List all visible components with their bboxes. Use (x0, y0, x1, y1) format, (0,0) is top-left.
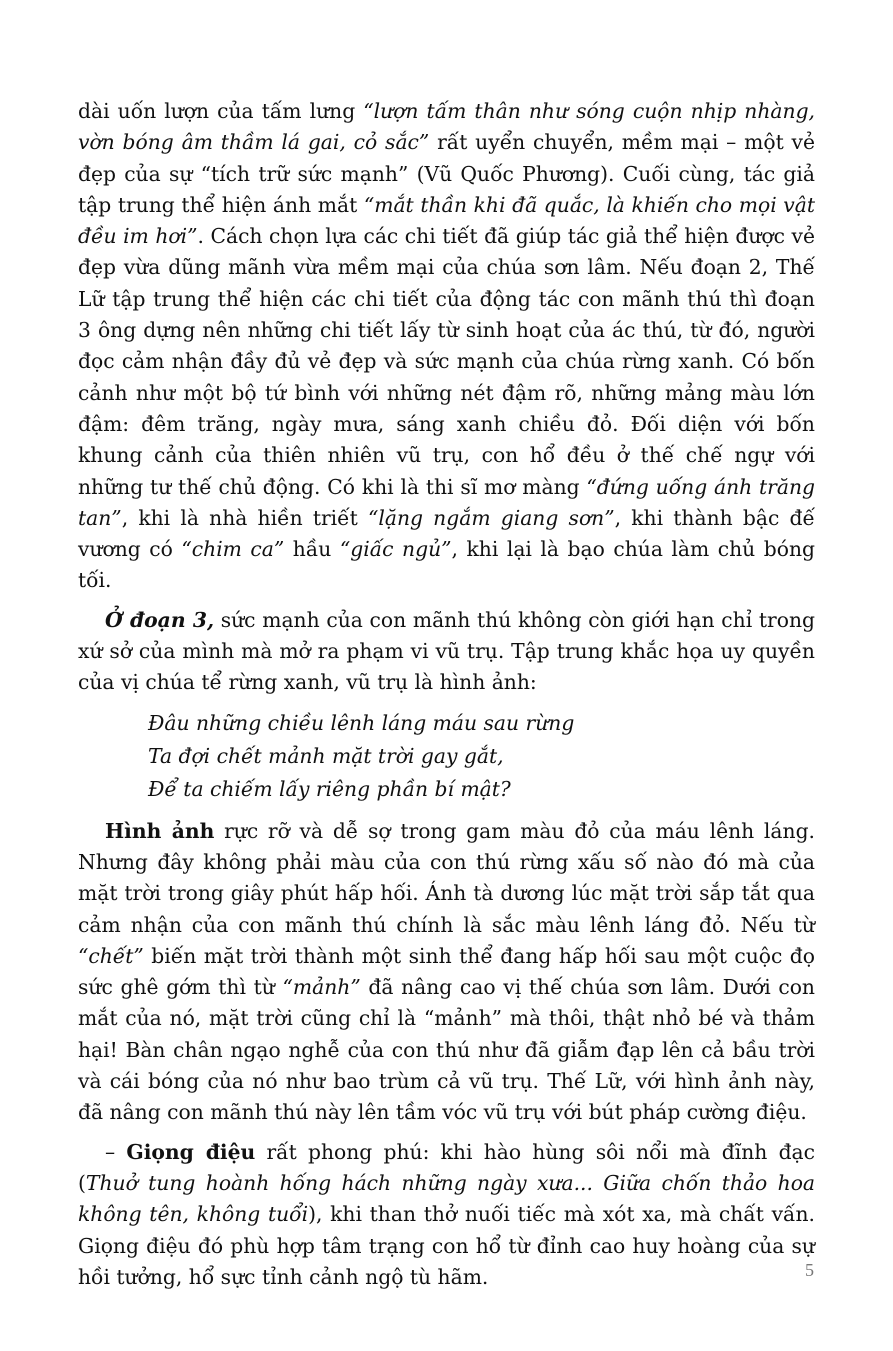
poem-line: Để ta chiếm lấy riêng phần bí mật? (148, 776, 511, 801)
paragraph-4-text: rất phong phú: khi hào hùng sôi nổi mà đĩnh đạc ( (78, 1139, 815, 1195)
paragraph-1-text: dài uốn lượn của tấm lưng (78, 99, 364, 123)
paragraph-2 (78, 605, 815, 699)
quote-mat-than: “mắt thần khi đã quắc, là khiến cho mọi vật đều im hơi” (78, 192, 815, 249)
paragraph-4-dash: – (105, 1139, 127, 1164)
quote-dung-uong-anh-trang: “đứng uống ánh trăng tan” (78, 474, 815, 530)
paragraph-3-lead: Hình ảnh (105, 818, 215, 843)
paragraph-1-text: . Cách chọn lựa các chi tiết đã giúp tác giả thể hiện được vẻ đẹp vừa dũng mãnh vừa mềm mại của chúa sơn lâm. Nếu đoạn 2, Thế Lữ tập trung thể hiện các chi tiết của động tác con mãnh thú thì đoạn 3 ông dựng nên những chi tiết lấy từ sinh hoạt của ác thú, từ đó, người đọc cảm nhận đầy đủ vẻ đẹp và sức mạnh của chúa rừng xanh. Có bốn cảnh như một bộ tứ bình với những nét đậm rõ, những mảng màu lớn đậm: đêm trăng, ngày mưa, sáng xanh chiều đỏ. Đối diện với bốn khung cảnh của thiên nhiên vũ trụ, con hổ đều ở thế chế ngự với những tư thế chủ động. Có khi là thi sĩ mơ màng (78, 224, 816, 499)
quote-chet: “chết” (78, 943, 144, 968)
paragraph-1-text: rất uyển chuyển, mềm mại – một vẻ đẹp của sự “tích trữ sức mạnh” (Vũ Quốc Phương). Cuối cùng, tác giả tập trung thể hiện ánh mắt (78, 130, 816, 217)
paragraph-4-lead: Giọng điệu (126, 1139, 256, 1164)
paragraph-4-text: ), khi than thở nuối tiếc mà xót xa, mà chất vấn. Giọng điệu đó phù hợp tâm trạng con hổ từ đỉnh cao huy hoàng của sự hồi tưởng, hổ sực tỉnh cảnh ngộ tù hãm. (78, 1202, 815, 1289)
paragraph-1-text: hầu (284, 537, 340, 562)
poem-line: Đâu những chiều lênh láng máu sau rừng (148, 710, 575, 735)
poem-excerpt (148, 707, 815, 806)
quote-chim-ca: “chim ca” (181, 537, 285, 562)
quote-luon-tam-than: “lượn tấm thân như sóng cuộn nhịp nhàng, vờn bóng âm thầm lá gai, cỏ sắc” (78, 99, 815, 155)
quote-thuo-tung-hoanh: Thuở tung hoành hống hách những ngày xưa... Giữa chốn thảo hoa không tên, không tuổi (78, 1170, 815, 1227)
paragraph-3-text: rực rỡ và dễ sợ trong gam màu đỏ của máu lênh láng. Nhưng đây không phải màu của con thú rừng xấu số nào đó mà của mặt trời trong giây phút hấp hối. Ánh tà dương lúc mặt trời sắp tắt qua cảm nhận của con mãnh thú chính là sắc màu lênh láng đỏ. Nếu từ (78, 818, 815, 937)
quote-lang-ngam-giang-son: “lặng ngắm giang sơn” (368, 505, 615, 530)
paragraph-1-text: , khi lại là bạo chúa làm chủ bóng tối. (78, 537, 816, 593)
quote-giac-ngu: “giấc ngủ” (339, 537, 452, 562)
paragraph-3-text: biến mặt trời thành một sinh thể đang hấp hối sau một cuộc đọ sức ghê gớm thì từ (78, 943, 815, 1000)
paragraph-2-text: sức mạnh của con mãnh thú không còn giới hạn chỉ trong xứ sở của mình mà mở ra phạm vi vũ trụ. Tập trung khắc họa uy quyền của vị chúa tể rừng xanh, vũ trụ là hình ảnh: (78, 607, 815, 695)
paragraph-3 (78, 816, 815, 1129)
quote-manh: “mảnh” (282, 975, 361, 1000)
paragraph-1-text: , khi là nhà hiền triết (121, 505, 368, 530)
page-number: 5 (805, 1260, 814, 1280)
paragraph-3-text: đã nâng cao vị thế chúa sơn lâm. Dưới con mắt của nó, mặt trời cũng chỉ là “mảnh” mà thôi, thật nhỏ bé và thảm hại! Bàn chân ngạo nghễ của con thú như đã giẫm đạp lên cả bầu trời và cái bóng của nó như bao trùm cả vũ trụ. Thế Lữ, với hình ảnh này, đã nâng con mãnh thú này lên tầm vóc vũ trụ với bút pháp cường điệu. (78, 975, 815, 1125)
poem-line: Ta đợi chết mảnh mặt trời gay gắt, (148, 743, 504, 768)
paragraph-4 (78, 1137, 815, 1293)
paragraph-1-text: , khi thành bậc đế vương có (78, 505, 815, 562)
paragraph-2-lead: Ở đoạn 3, (105, 607, 215, 632)
page-body (78, 96, 815, 1301)
paragraph-1 (78, 96, 815, 597)
